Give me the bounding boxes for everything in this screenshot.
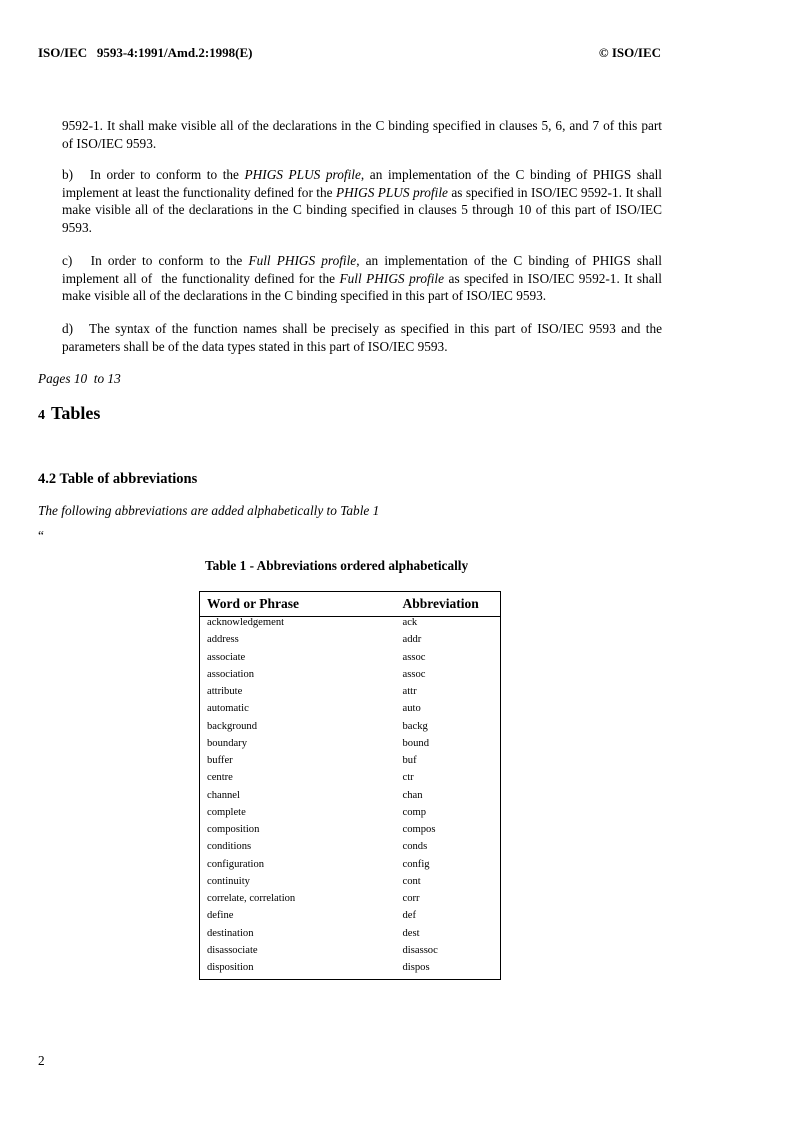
abbreviation-cell: ack [402, 617, 418, 628]
word-or-phrase-cell: associate [207, 651, 246, 663]
intro-note: The following abbreviations are added alphabetically to Table 1 [38, 503, 380, 518]
section-title: Tables [51, 403, 101, 423]
table-row [200, 755, 501, 772]
abbreviation-cell: chan [402, 789, 423, 801]
word-or-phrase-cell: address [207, 634, 239, 646]
word-or-phrase-cell: buffer [207, 755, 233, 766]
abbreviation-cell: dispos [402, 962, 430, 973]
word-or-phrase-cell: define [207, 910, 234, 922]
document-id: ISO/IEC 9593-4:1991/Amd.2:1998(E) [38, 45, 253, 60]
word-or-phrase-cell: composition [207, 824, 260, 835]
open-quote-mark: “ [38, 528, 44, 543]
abbreviation-cell: def [402, 910, 417, 922]
table-row [200, 703, 501, 720]
word-or-phrase-cell: acknowledgement [207, 617, 285, 628]
paragraph-c-text-3: as specifed in ISO/IEC 9592-1. It shall make visible all of the declarations in the C binding specified in this part of ISO/IEC 9593. [62, 270, 663, 303]
pages-note: Pages 10 to 13 [38, 371, 121, 386]
table-row [200, 790, 501, 807]
word-or-phrase-cell: disposition [207, 962, 254, 973]
table-caption: Table 1 - Abbreviations ordered alphabetically [205, 558, 469, 573]
section-heading [38, 403, 100, 424]
abbreviation-cell: corr [402, 893, 420, 904]
paragraph-b-text-1: b) In order to conform to the [62, 167, 245, 182]
page-number: 2 [38, 1053, 45, 1068]
table-row [200, 686, 501, 703]
paragraph-c-text-1: c) In order to conform to the [62, 253, 249, 268]
table-row [200, 928, 501, 945]
abbreviation-cell: comp [402, 806, 427, 818]
table-header-row [200, 592, 501, 617]
copyright-notice: © ISO/IEC [598, 45, 661, 60]
abbreviation-cell: attr [402, 686, 417, 697]
abbreviation-cell: addr [402, 634, 422, 646]
paragraph-b-text-2: , an implementation of the C binding of PHIGS shall implement at least the functionality defined for the [62, 167, 662, 200]
paragraph-b-text-3: as specified in ISO/IEC 9592-1. It shall make visible all of the declarations in the C binding specified in clauses 5 through 10 of this part of ISO/IEC 9593. [62, 184, 662, 235]
word-or-phrase-cell: centre [207, 772, 233, 784]
table-row [200, 772, 501, 789]
abbreviation-cell: conds [402, 841, 428, 853]
abbreviations-table [199, 591, 501, 980]
word-or-phrase-cell: conditions [207, 841, 252, 853]
abbreviation-cell: ctr [402, 772, 414, 784]
abbreviation-cell: assoc [402, 651, 426, 663]
paragraph-c-profile-2: Full PHIGS profile [339, 270, 445, 286]
table-row [200, 893, 501, 910]
abbreviation-cell: buf [402, 755, 417, 766]
table-row [200, 962, 501, 980]
table-row [200, 738, 501, 755]
word-or-phrase-cell: background [207, 720, 258, 732]
table-row [200, 841, 501, 858]
table-row [200, 669, 501, 686]
word-or-phrase-cell: channel [207, 789, 240, 801]
word-or-phrase-cell: automatic [207, 703, 249, 715]
table-row [200, 807, 501, 824]
word-or-phrase-cell: configuration [207, 858, 265, 870]
table-row [200, 824, 501, 841]
word-or-phrase-cell: boundary [207, 737, 248, 749]
paragraph-b-profile-2: PHIGS PLUS profile [335, 184, 448, 200]
word-or-phrase-cell: destination [207, 927, 254, 939]
abbreviation-cell: bound [402, 737, 429, 749]
subsection-heading: 4.2 Table of abbreviations [38, 471, 198, 487]
paragraph-c-profile-1: Full PHIGS profile [248, 253, 357, 268]
paragraph-c-text-2: , an implementation of the C binding of PHIGS shall implement all of the functionality defined for the [62, 253, 666, 286]
abbreviation-cell: backg [402, 720, 428, 732]
table-row [200, 721, 501, 738]
table-row [200, 945, 501, 962]
word-or-phrase-cell: continuity [207, 875, 250, 887]
paragraph-a-continuation: 9592-1. It shall make visible all of the declarations in the C binding specified in clauses 5, 6, and 7 of this part of ISO/IEC 9593. [62, 118, 662, 151]
abbreviation-cell: dest [402, 927, 420, 939]
table-row [200, 634, 501, 651]
paragraph-c [62, 252, 666, 305]
word-or-phrase-cell: attribute [207, 686, 243, 697]
abbreviation-cell: auto [402, 703, 421, 715]
table-row [200, 652, 501, 669]
word-or-phrase-cell: correlate, correlation [207, 893, 296, 904]
table-row [200, 876, 501, 893]
word-or-phrase-cell: disassociate [207, 944, 258, 956]
table-row [200, 859, 501, 876]
abbreviation-cell: disassoc [402, 944, 438, 956]
section-number: 4 [38, 408, 45, 423]
abbreviation-cell: assoc [402, 668, 426, 680]
paragraph-b [62, 166, 662, 236]
abbreviation-cell: config [402, 858, 430, 870]
abbreviation-cell: compos [402, 824, 436, 835]
table-body [200, 617, 501, 980]
paragraph-d: d) The syntax of the function names shall be precisely as specified in this part of ISO/IEC 9593 and the parameters shall be of the data types stated in this part of ISO/IEC 9593. [62, 321, 666, 354]
word-or-phrase-cell: complete [207, 806, 246, 818]
word-or-phrase-cell: association [207, 668, 255, 680]
table-row [200, 910, 501, 927]
paragraph-b-profile-1: PHIGS PLUS profile [244, 167, 361, 182]
header-abbreviation: Abbreviation [399, 592, 501, 617]
table-row [200, 617, 501, 635]
abbreviation-cell: cont [402, 875, 421, 887]
header-word-or-phrase: Word or Phrase [200, 592, 399, 617]
